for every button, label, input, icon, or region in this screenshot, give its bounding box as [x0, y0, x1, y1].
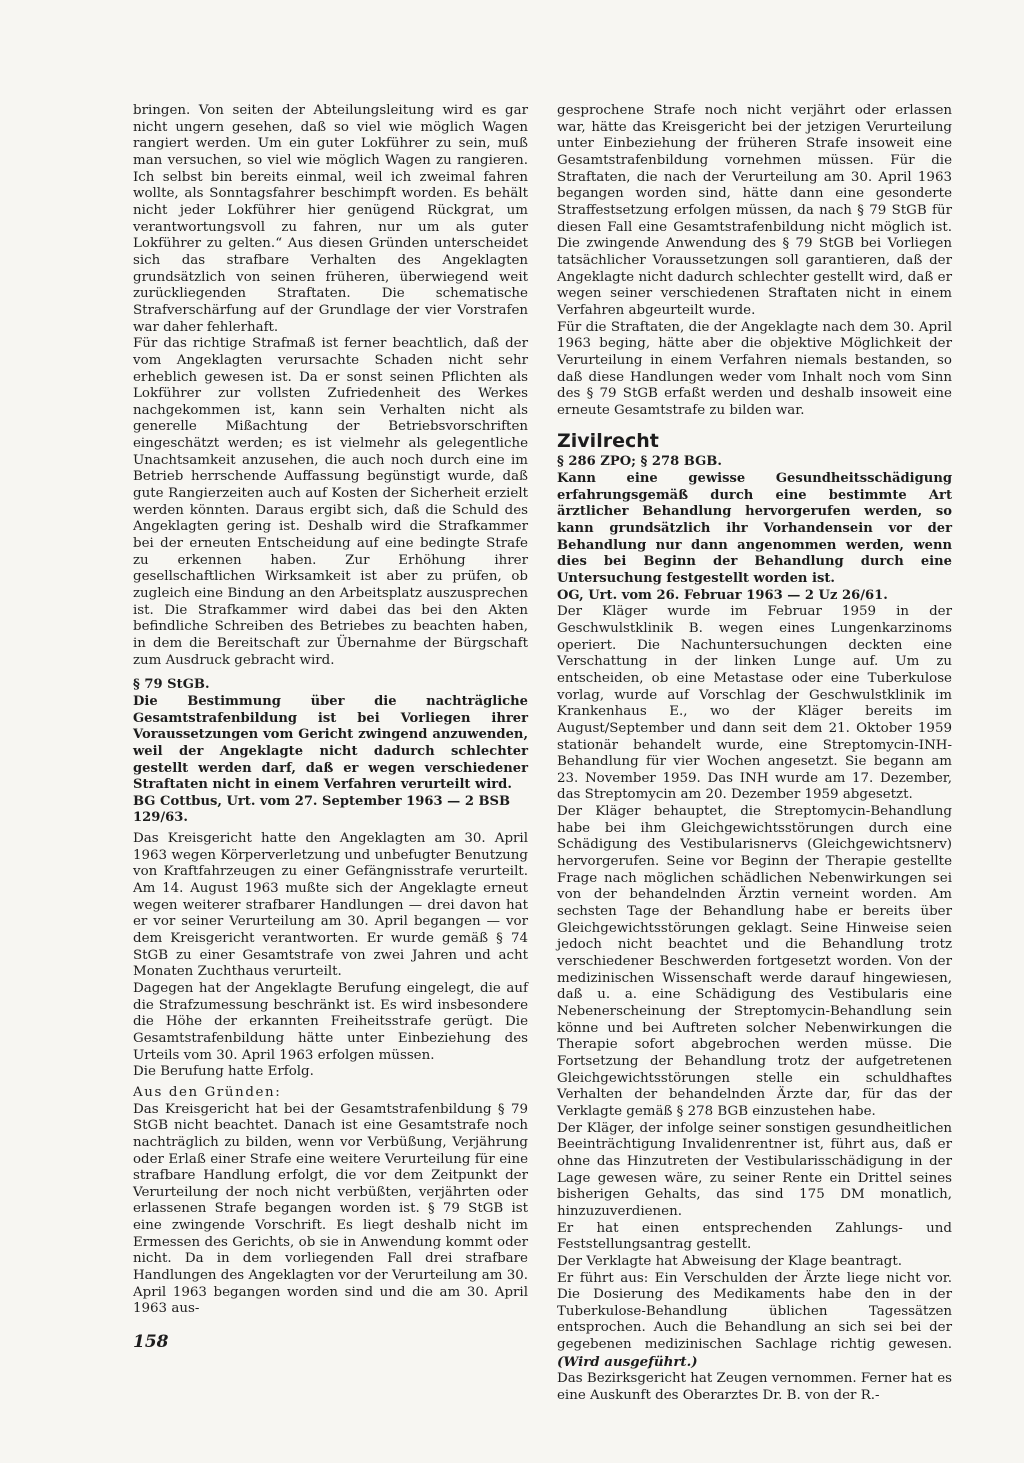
paragraph: Der Verklagte hat Abweisung der Klage beantragt.: [557, 1253, 902, 1269]
statute-reference: § 79 StGB.: [133, 677, 210, 693]
paragraph: Für die Straftaten, die der Angeklagte nach dem 30. April 1963 beging, hätte aber die objektive Möglichkeit der Verurteilung in einem Verfahren niemals bestanden, so daß diese Handlungen weder vom Inhalt noch vom Sinn des § 79 StGB erfaßt werden und deshalb insoweit eine erneute Gesamtstrafe zu bilden war.: [557, 319, 952, 418]
paragraph: Der Kläger behauptet, die Streptomycin-Behandlung habe bei ihm Gleichgewichtsstörungen durch eine Schädigung des Vestibularisnervs (Gleichgewichtsnerv) hervorgerufen. Seine vor Beginn der Therapie gestellte Frage nach möglichen schädlichen Nebenwirkungen sei von der behandelnden Ärztin verneint worden. Am sechsten Tage der Behandlung habe er bereits über Gleichgewichtsstörungen geklagt. Seine Hinweise seien jedoch nicht beachtet und die Behandlung trotz verschiedener Beschwerden fortgesetzt worden. Von der medizinischen Wissenschaft werde darauf hingewiesen, daß u. a. eine Schädigung des Vestibularis eine Nebenerscheinung der Streptomycin-Behandlung sein könne und bei Auftreten solcher Nebenwirkungen die Therapie sofort abgebrochen werden müsse. Die Fortsetzung der Behandlung trotz der aufgetretenen Gleichgewichtsstörungen stelle ein schuldhaftes Verhalten der behandelnden Ärzte dar, für das der Verklagte gemäß § 278 BGB einzustehen habe.: [557, 804, 952, 1119]
court-citation: OG, Urt. vom 26. Februar 1963 — 2 Uz 26/61.: [557, 587, 888, 603]
headnote: Die Bestimmung über die nachträgliche Gesamtstrafenbildung ist bei Vorliegen ihrer Voraussetzungen vom Gericht zwingend anzuwenden, weil der Angeklagte nicht dadurch schlechter gestellt werden darf, daß er wegen verschiedener Straftaten nicht in einem Verfahren verurteilt wird.: [133, 693, 528, 793]
paragraph: Die Berufung hatte Erfolg.: [133, 1064, 314, 1080]
paragraph: Das Bezirksgericht hat Zeugen vernommen. Ferner hat es eine Auskunft des Oberarztes Dr. B. von der R.-: [557, 1371, 952, 1404]
paragraph: Das Kreisgericht hatte den Angeklagten am 30. April 1963 wegen Körperverletzung und unbefugter Benutzung von Kraftfahrzeugen zu einer Gefängnisstrafe verurteilt. Am 14. August 1963 mußte sich der Angeklagte erneut wegen weiterer strafbarer Handlungen — drei davon hat er vor seiner Verurteilung am 30. April begangen — vor dem Kreisgericht verantworten. Er wurde gemäß § 74 StGB zu einer Gesamtstrafe von zwei Jahren und acht Monaten Zuchthaus verurteilt.: [133, 831, 528, 980]
paragraph: bringen. Von seiten der Abteilungsleitung wird es gar nicht ungern gesehen, daß so viel wie möglich Wagen rangiert werden. Um ein guter Lokführer zu sein, muß man versuchen, so viel wie möglich Wagen zu rangieren. Ich selbst bin bereits einmal, weil ich zweimal fahren wollte, als Sonntagsfahrer beschimpft worden. Es behält nicht jeder Lokführer hier genügend Rückgrat, um verantwortungsvoll zu fahren, nur um als guter Lokführer zu gelten.“ Aus diesen Gründen unterscheidet sich das strafbare Verhalten des Angeklagten grundsätzlich von seinen früheren, überwiegend weit zurückliegenden Straftaten. Die schematische Strafverschärfung auf der Grundlage der vier Vorstrafen war daher fehlerhaft.: [133, 103, 528, 335]
section-heading: Zivilrecht: [557, 430, 659, 453]
paragraph: gesprochene Strafe noch nicht verjährt oder erlassen war, hätte das Kreisgericht bei der jetzigen Verurteilung unter Einbeziehung der früheren Strafe insoweit eine Gesamtstrafenbildung vornehmen müssen. Für die Straftaten, die nach der Verurteilung am 30. April 1963 begangen worden sind, hätte dann eine gesonderte Straffestsetzung erfolgen müssen, da nach § 79 StGB für diesen Fall eine Gesamtstrafenbildung nicht möglich ist. Die zwingende Anwendung des § 79 StGB bei Vorliegen tatsächlicher Voraussetzungen soll garantieren, daß der Angeklagte nicht dadurch schlechter gestellt wird, daß er wegen seiner verschiedenen Straftaten nicht in einem Verfahren abgeurteilt wurde.: [557, 103, 952, 318]
paragraph: Für das richtige Strafmaß ist ferner beachtlich, daß der vom Angeklagten verursachte Schaden nicht sehr erheblich gewesen ist. Da er sonst seinen Pflichten als Lokführer zur vollsten Zufriedenheit des Werkes nachgekommen ist, kann sein Verhalten nicht als generelle Mißachtung der Betriebsvorschriften eingeschätzt werden; es ist vielmehr als gelegentliche Unachtsamkeit anzusehen, die auch noch durch eine im Betrieb herrschende Auffassung begünstigt wurde, daß gute Rangierzeiten auch auf Kosten der Sicherheit erzielt werden könnten. Daraus ergibt sich, daß die Schuld des Angeklagten gering ist. Deshalb wird die Strafkammer bei der erneuten Entscheidung auf eine bedingte Strafe zu erkennen haben. Zur Erhöhung ihrer gesellschaftlichen Wirksamkeit ist aber zu prüfen, ob zugleich eine Bindung an den Arbeitsplatz auszusprechen ist. Die Strafkammer wird dabei das bei den Akten befindliche Schreiben des Betriebes zu beachten haben, in dem die Bereitschaft zur Übernahme der Bürgschaft zum Ausdruck gebracht wird.: [133, 336, 528, 668]
headnote: Kann eine gewisse Gesundheitsschädigung erfahrungsgemäß durch eine bestimmte Art ärztlicher Behandlung hervorgerufen werden, so kann grundsätzlich ihr Vorhandensein vor der Behandlung nur dann angenommen werden, wenn dies bei Beginn der Behandlung durch eine Untersuchung festgestellt worden ist.: [557, 471, 952, 586]
left-column: [133, 103, 528, 1318]
statute-reference: § 286 ZPO; § 278 BGB.: [557, 454, 722, 470]
grounds-heading: Aus den Gründen:: [133, 1084, 282, 1100]
paragraph: Das Kreisgericht hat bei der Gesamtstrafenbildung § 79 StGB nicht beachtet. Danach ist eine Gesamtstrafe noch nachträglich zu bilden, wenn vor Verbüßung, Verjährung oder Erlaß einer Strafe eine weitere Verurteilung für eine strafbare Handlung erfolgt, die vor dem Zeitpunkt der Verurteilung der noch nicht verbüßten, verjährten oder erlassenen Strafe begangen worden ist. § 79 StGB ist eine zwingende Vorschrift. Es liegt deshalb nicht im Ermessen des Gerichts, ob sie in Anwendung kommt oder nicht. Da in dem vorliegenden Fall drei strafbare Handlungen des Angeklagten vor der Verurteilung am 30. April 1963 begangen worden sind und die am 30. April 1963 aus-: [133, 1101, 528, 1317]
paragraph: Der Kläger wurde im Februar 1959 in der Geschwulstklinik B. wegen eines Lungenkarzinoms operiert. Die Nachuntersuchungen deckten eine Verschattung in der linken Lunge auf. Um zu entscheiden, ob eine Metastase oder eine Tuberkulose vorlag, wurde auf Vorschlag der Geschwulstklinik im Krankenhaus E., wo der Kläger bereits im August/September und dann seit dem 21. Oktober 1959 stationär behandelt wurde, eine Streptomycin-INH-Behandlung für vier Wochen angesetzt. Sie begann am 23. November 1959. Das INH wurde am 17. Dezember, das Streptomycin am 20. Dezember 1959 abgesetzt.: [557, 604, 952, 803]
paragraph: [557, 1271, 952, 1372]
court-citation: BG Cottbus, Urt. vom 27. September 1963 — 2 BSB 129/63.: [133, 793, 511, 826]
paragraph: Dagegen hat der Angeklagte Berufung eingelegt, die auf die Strafzumessung beschränkt ist. Es wird insbesondere die Höhe der erkannten Freiheitsstrafe gerügt. Die Gesamtstrafenbildung hätte unter Einbeziehung des Urteils vom 30. April 1963 erfolgen müssen.: [133, 980, 528, 1063]
omission-note: (Wird ausgeführt.): [557, 1353, 698, 1370]
paragraph: Der Kläger, der infolge seiner sonstigen gesundheitlichen Beeinträchtigung Invalidenrentner ist, führt aus, daß er ohne das Hinzutreten der Vestibularisschädigung in der Lage gewesen wäre, zu seiner Rente ein Drittel seines bisherigen Gehalts, das sind 175 DM monatlich, hinzuzuverdienen.: [557, 1120, 952, 1219]
paragraph: Er hat einen entsprechenden Zahlungs- und Feststellungsantrag gestellt.: [557, 1220, 952, 1253]
right-column: [557, 103, 952, 1405]
page-number: 158: [133, 1332, 169, 1352]
paragraph-text: Er führt aus: Ein Verschulden der Ärzte liege nicht vor. Die Dosierung des Medikaments habe den in der Tuberkulose-Behandlung üblichen Tagessätzen entsprochen. Auch die Behandlung an sich sei bei der gegebenen medizinischen Sachlage richtig gewesen.: [557, 1270, 952, 1353]
